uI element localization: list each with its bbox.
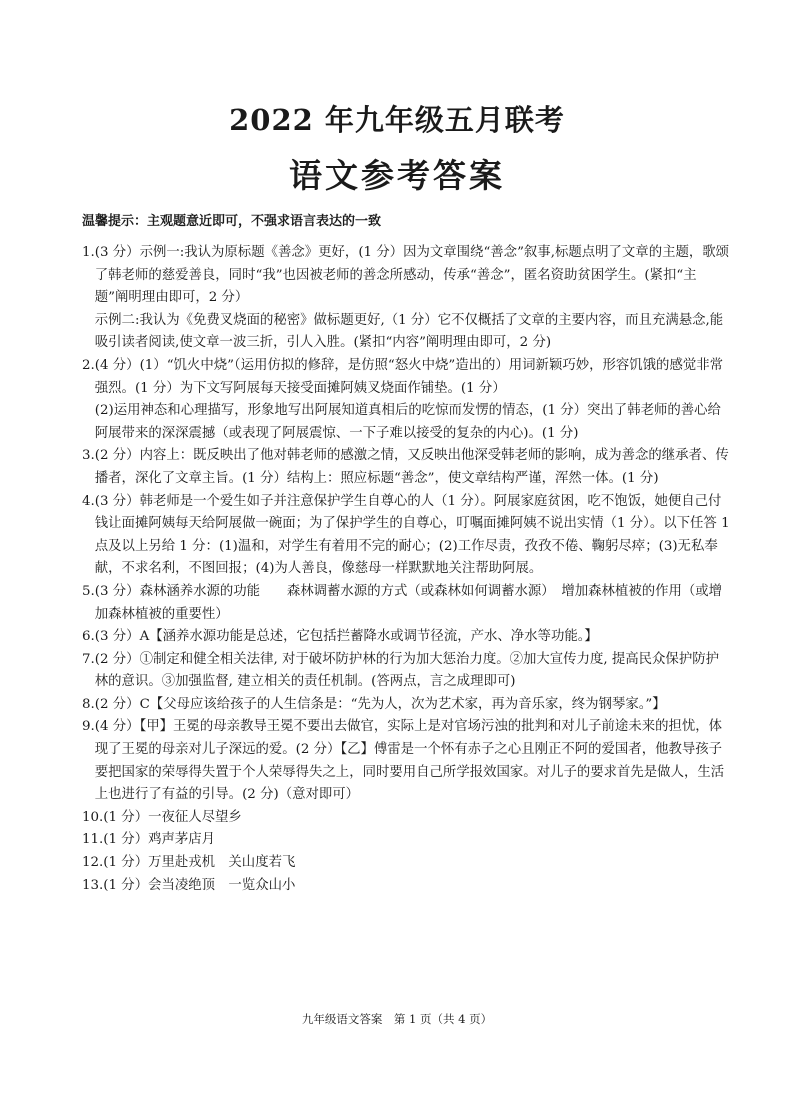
page-footer: 九年级语文答案 第 1 页（共 4 页） <box>301 1012 493 1026</box>
answer-paragraph: (2)运用神态和心理描写，形象地写出阿展知道真相后的吃惊而发愣的情态，(1 分）突出了韩老师的善心给阿展带来的深深震撼（或表现了阿展震惊、一下子难以接受的复杂的内心)。(1 分) <box>94 403 721 441</box>
answer-paragraph: (1 分）鸡声茅店月 <box>103 832 216 848</box>
answer-item <box>82 491 730 581</box>
answer-item <box>82 694 730 717</box>
answer-paragraph: (3 分）韩老师是一个爱生如子并注意保护学生自尊心的人（1 分）。阿展家庭贫困，吃不饱饭，她便自己付钱让面摊阿姨每天给阿展做一碗面；为了保护学生的自尊心，叮嘱面摊阿姨不说出实情（1 分）。以下任答 1 点及以上另给 1 分：(1)温和，对学生有着用不完的耐心；(2)工作尽责，孜孜不倦、鞠躬尽瘁；(3)无私奉献，不求名利，不图回报；(4)为人善良，像慈母一样默默地关注帮助阿展。 <box>94 493 730 577</box>
answer-list <box>82 242 730 897</box>
answer-number: 11. <box>82 832 104 848</box>
answer-content <box>95 581 730 626</box>
answer-item <box>82 875 730 898</box>
answer-item <box>82 626 730 649</box>
grading-tip: 温馨提示：主观题意近即可，不强求语言表达的一致 <box>82 214 382 229</box>
answer-item <box>82 829 730 852</box>
page-subtitle: 语文参考答案 <box>289 156 505 195</box>
answer-paragraph: (2 分）内容上：既反映出了他对韩老师的感激之情，又反映出他深受韩老师的影响，成为善念的继承者、传播者，深化了文章主旨。(1 分）结构上：照应标题“善念”，使文章结构严谨，浑然一体。(1 分) <box>94 448 729 486</box>
answer-number: 8. <box>82 696 95 712</box>
answer-number: 13. <box>82 877 104 893</box>
answer-content <box>103 875 730 898</box>
answer-item <box>82 852 730 875</box>
answer-number: 1. <box>82 245 95 260</box>
answer-item <box>82 649 730 694</box>
answer-content <box>95 716 730 806</box>
answer-number: 3. <box>82 448 95 464</box>
answer-paragraph: (1 分）会当凌绝顶 一览众山小 <box>103 877 296 893</box>
answer-content <box>103 829 730 852</box>
answer-paragraph: 示例二:我认为《免费叉烧面的秘密》做标题更好,（1 分）它不仅概括了文章的主要内容，而且充满悬念,能吸引读者阅读,使文章一波三折，引人入胜。(紧扣“内容”阐明理由即可，2 分) <box>94 312 724 351</box>
answer-content <box>95 491 730 581</box>
answer-paragraph: (3 分）示例一:我认为原标题《善念》更好，(1 分）因为文章围绕“善念”叙事,标题点明了文章的主题，歌颂了韩老师的慈爱善良，同时“我”也因被老师的善念所感动，传承“善念”，匿名资助贫困学生。(紧扣“主题”阐明理由即可，2 分） <box>94 245 730 306</box>
answer-content <box>95 355 730 445</box>
answer-item <box>82 807 730 830</box>
answer-number: 9. <box>82 719 95 735</box>
answer-paragraph: (3 分）森林涵养水源的功能 森林调蓄水源的方式（或森林如何调蓄水源） 增加森林植被的作用（或增加森林植被的重要性） <box>94 583 723 622</box>
answer-item <box>82 242 730 355</box>
answer-paragraph: (1 分）万里赴戎机 关山度若飞 <box>103 855 296 871</box>
answer-paragraph: (2 分）C【父母应该给孩子的人生信条是：“先为人，次为艺术家，再为音乐家，终为钢琴家。”】 <box>94 696 666 712</box>
answer-content <box>95 242 730 355</box>
answer-paragraph: (3 分）A【涵养水源功能是总述，它包括拦蓄降水或调节径流，产水、净水等功能。】 <box>94 629 598 645</box>
answer-content <box>95 626 730 649</box>
answer-paragraph: (2 分）①制定和健全相关法律, 对于破坏防护林的行为加大惩治力度。②加大宣传力度, 提高民众保护防护林的意识。③加强监督, 建立相关的责任机制。(答两点，言之成理即可) <box>94 651 719 690</box>
answer-content <box>95 649 730 694</box>
page-title: 2022 年九年级五月联考 <box>229 103 565 137</box>
answer-item <box>82 581 730 626</box>
answer-number: 4. <box>82 493 95 509</box>
answer-content <box>103 807 730 830</box>
answer-number: 7. <box>82 651 95 667</box>
answer-number: 12. <box>82 855 104 871</box>
answer-number: 2. <box>82 357 95 373</box>
answer-item <box>82 355 730 445</box>
answer-content <box>95 445 730 490</box>
answer-content <box>103 852 730 875</box>
answer-number: 6. <box>82 629 95 645</box>
answer-item <box>82 445 730 490</box>
answer-paragraph: (1 分）一夜征人尽望乡 <box>103 809 242 825</box>
answer-item <box>82 716 730 806</box>
answer-number: 5. <box>82 583 95 599</box>
answer-number: 10. <box>82 809 104 825</box>
answer-paragraph: (4 分）(1）“饥火中烧”（运用仿拟的修辞，是仿照“怒火中烧”造出的）用词新颖巧妙，形容饥饿的感觉非常强烈。(1 分）为下文写阿展每天接受面摊阿姨叉烧面作铺垫。(1 分） <box>94 357 724 396</box>
answer-paragraph: (4 分）【甲】王冕的母亲教导王冕不要出去做官，实际上是对官场污浊的批判和对儿子前途未来的担忧，体现了王冕的母亲对儿子深远的爱。(2 分）【乙】傅雷是一个怀有赤子之心且刚正不阿的爱国者，他教导孩子要把国家的荣辱得失置于个人荣辱得失之上，同时要用自己所学报效国家。对儿子的要求首先是做人，生活上也进行了有益的引导。(2 分)（意对即可） <box>94 719 725 803</box>
answer-content <box>95 694 730 717</box>
